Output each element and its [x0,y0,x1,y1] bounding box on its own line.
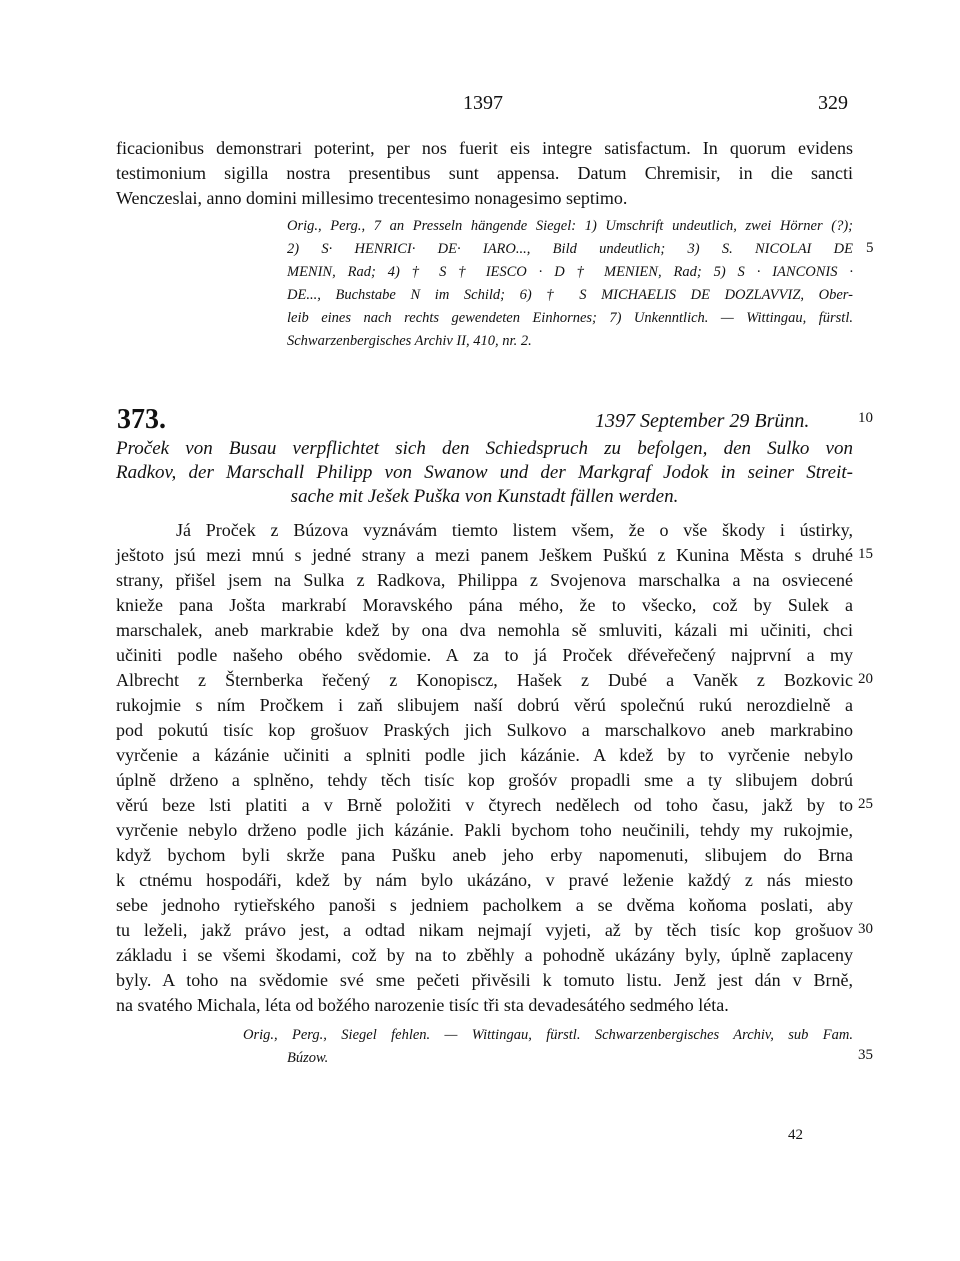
note-line: leib eines nach rechts gewendeten Einhornes; 7) Unkenntlich. — Wittingau, fürstl. [287,310,853,326]
body-line: pod pokutú tisíc kop grošuov Praských jich Sulkovo a marschalkovo aneb markrabino [116,720,853,740]
line-number: 10 [858,410,873,426]
document-number: 373. [117,404,166,435]
page-number: 329 [818,92,848,114]
note-line: Búzow. [287,1050,329,1066]
body-line: základu i se všemi škodami, což by na to zběhly a pohodně ukázány byly, úplně zaplaceny [116,945,853,965]
note-line: MENIN, Rad; 4) † S † IESCO · D † MENIEN, Rad; 5) S · IANCONIS · [287,264,853,280]
body-line: Albrecht z Šternberka řečený z Konopiscz, Hašek z Dubé a Vaněk z Bozkovic [116,670,853,690]
line-number: 25 [858,796,873,812]
text-line: ficacionibus demonstrari poterint, per nos fuerit eis integre satisfactum. In quorum evidens [116,138,853,158]
body-line: k ctnému hospodáři, kdež by nám bylo ukázáno, v pravé leženie každý z nás miesto [116,870,853,890]
line-number: 30 [858,921,873,937]
line-number: 35 [858,1047,873,1063]
document-date: 1397 September 29 Brünn. [595,410,810,432]
heading-line: Radkov, der Marschall Philipp von Swanow und der Markgraf Jodok in seiner Streit- [116,462,853,483]
heading-line: Proček von Busau verpflichtet sich den Schiedspruch zu befolgen, den Sulko von [116,438,853,459]
line-number: 15 [858,546,873,562]
body-line: rukojmie s ním Pročkem i zaň slibujem naší dobrú věrú společnú rukú nerozdielně a [116,695,853,715]
note-line: Orig., Perg., Siegel fehlen. — Wittingau, fürstl. Schwarzenbergisches Archiv, sub Fam. [243,1027,853,1043]
body-line: na svatého Michala, léta od božého narozenie tisíc tři sta devadesátého sedmého léta. [116,995,729,1015]
note-line: Orig., Perg., 7 an Presseln hängende Siegel: 1) Umschrift undeutlich, zwei Hörner (?); [287,218,853,234]
text-line: Wenczeslai, anno domini millesimo trecentesimo nonagesimo septimo. [116,188,628,208]
body-line: tu leželi, jakž právo jest, a odtad nikam nejmají vyjeti, až by těch tisíc kop grošuov [116,920,853,940]
body-line: učiniti podle našeho obého svědomie. A za to já Proček dřéveřečený najprvní a my [116,645,853,665]
line-number: 5 [866,240,874,256]
body-line: byly. A toho na svědomie své sme pečeti přivěsili k tomuto listu. Jenž jest dán v Brně, [116,970,853,990]
body-line: marschalek, aneb markrabie kdež by ona dva nemohla sě smluviti, kázali mi učiniti, chci [116,620,853,640]
body-line: knieže pana Jošta markrabí Moravského pána mého, že to všecko, což by Sulek a [116,595,853,615]
body-line: věrú beze lsti platiti a v Brně položiti v čtyrech nedělech od toho času, jakž by to [116,795,853,815]
heading-line: sache mit Ješek Puška von Kunstadt fällen werden. [290,486,679,507]
note-line: 2) S· HENRICI· DE· IARO..., Bild undeutlich; 3) S. NICOLAI DE [287,241,853,257]
running-head-year: 1397 [463,92,503,114]
body-line: úplně drženo a splněno, tehdy těch tisíc kop grošóv propadli sme a ty slibujem dobrú [116,770,853,790]
body-line: sebe jednoho rytieřského panoši s jedniem pacholkem a se dvěma koňoma poslati, aby [116,895,853,915]
body-line: ještoto jsú mezi mnú s jedné strany a mezi panem Ješkem Puškú z Kunina Města s druhé [116,545,853,565]
body-line: strany, přišel jsem na Sulka z Radkova, Philippa z Svojenova marschalka a na osviecené [116,570,853,590]
body-line: vyrčenie a kázánie učiniti a splniti podle jich kázánie. A kdež by to vyrčenie nebylo [116,745,853,765]
note-line: Schwarzenbergisches Archiv II, 410, nr. 2. [287,333,532,349]
body-line: když bychom byli skrže pana Pušku aneb jeho erby napomenuti, slibujem do Brna [116,845,853,865]
body-line: Já Proček z Búzova vyznávám tiemto listem všem, že o vše škody i ústirky, [176,520,853,540]
note-line: DE..., Buchstabe N im Schild; 6) † S MICHAELIS DE DOZLAVVIZ, Ober- [287,287,853,303]
sheet-signature: 42 [788,1127,803,1143]
text-line: testimonium sigilla nostra presentibus sunt appensa. Datum Chremisir, in die sancti [116,163,853,183]
body-line: vyrčenie nebylo drženo podle jich kázánie. Pakli bychom toho neučinili, tehdy my rukojmie, [116,820,853,840]
line-number: 20 [858,671,873,687]
